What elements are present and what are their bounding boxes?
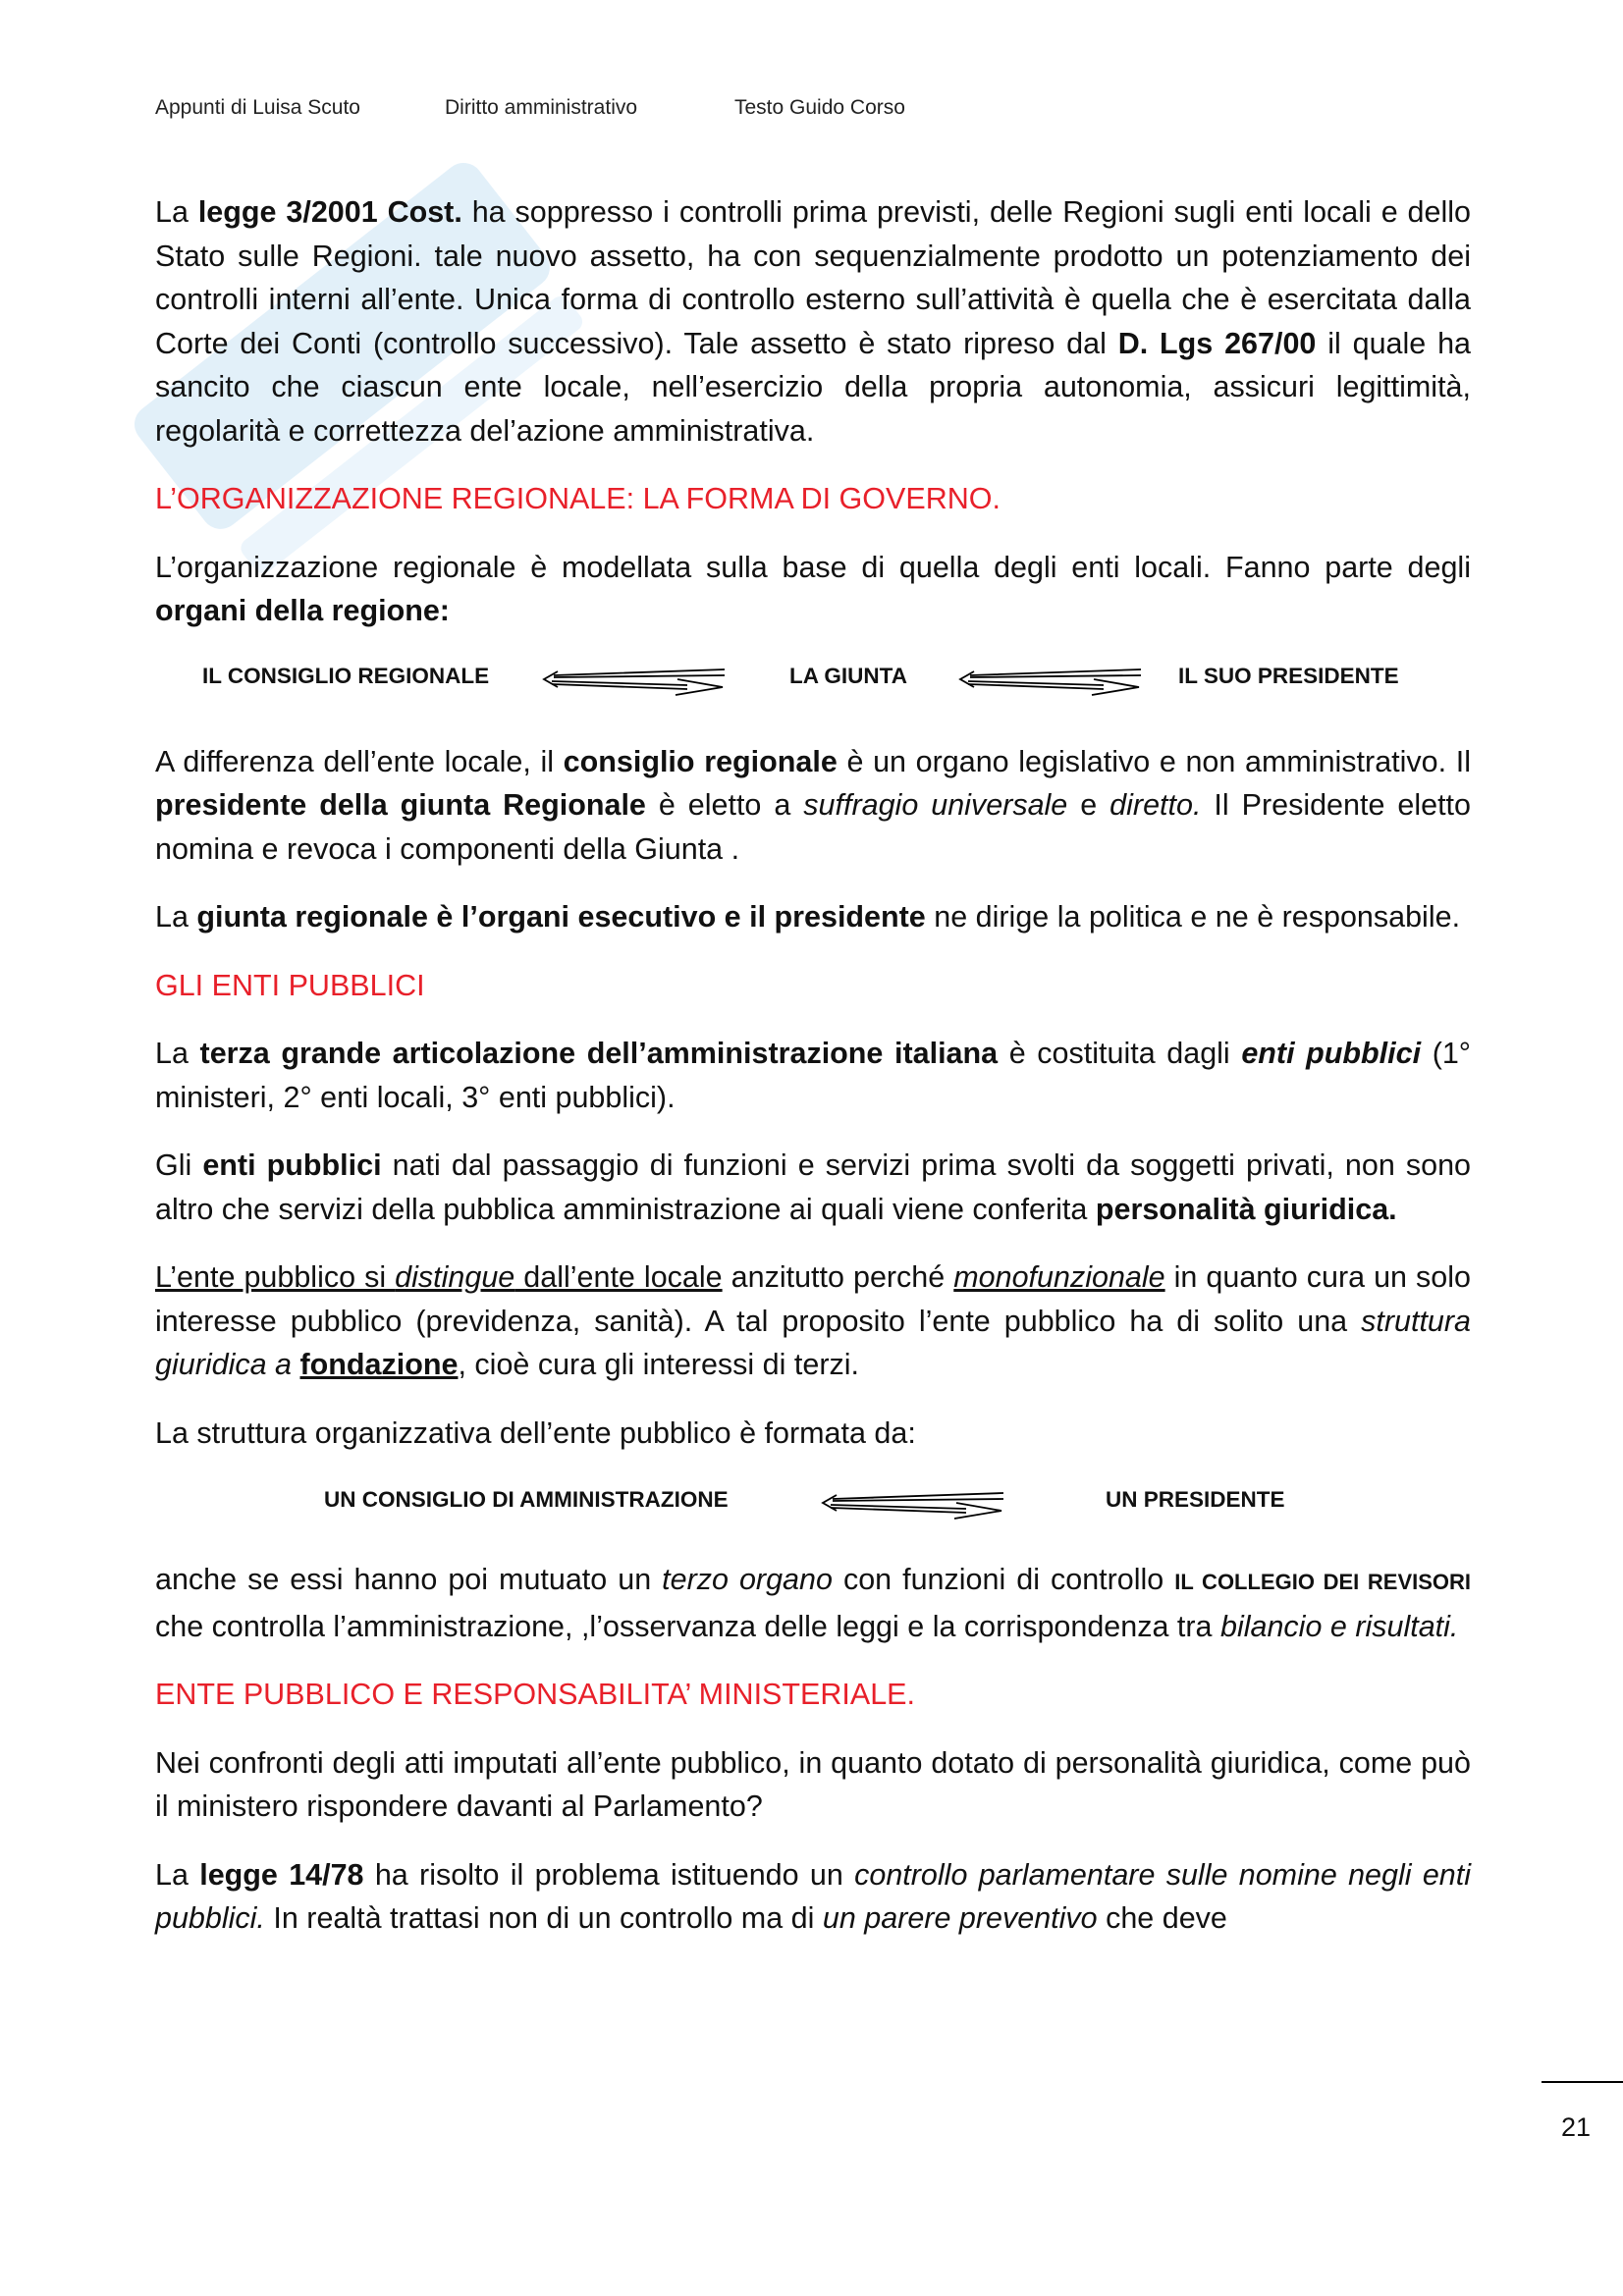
header-source: Testo Guido Corso	[734, 96, 905, 119]
diagram-label-giunta: LA GIUNTA	[789, 663, 907, 688]
diagram-label-consiglio: IL CONSIGLIO REGIONALE	[202, 663, 490, 688]
paragraph-terza-articolazione: La terza grande articolazione dell’amministrazione italiana è costituita dagli enti pubblici (1° ministeri, 2° enti locali, 3° enti pubblici).	[155, 1037, 1472, 1114]
paragraph-atti-imputati: Nei confronti degli atti imputati all’ente pubblico, in quanto dotato di personalità giuridica, come può il ministero rispondere davanti al Parlamento?	[155, 1745, 1471, 1823]
paragraph-terzo-organo: anche se essi hanno poi mutuato un terzo organo con funzioni di controllo IL COLLEGIO DEI REVISORI che controlla l’amministrazione, ,l’osservanza delle leggi e la corrispondenza tra bilancio e risultati.	[155, 1563, 1472, 1643]
document-body	[155, 190, 1471, 1965]
paragraph-organizzazione: L’organizzazione regionale è modellata sulla base di quella degli enti locali. Fanno parte degli organi della regione:	[155, 550, 1471, 627]
heading-enti-pubblici: GLI ENTI PUBBLICI	[155, 968, 425, 1002]
page-number: 21	[1561, 2112, 1592, 2142]
paragraph-struttura-organizzativa: La struttura organizzativa dell’ente pubblico è formata da:	[155, 1415, 916, 1450]
footer-divider	[1542, 2081, 1623, 2083]
double-arrow-icon	[540, 656, 730, 701]
header-subject: Diritto amministrativo	[445, 96, 638, 119]
heading-responsabilita-ministeriale: ENTE PUBBLICO E RESPONSABILITA’ MINISTERIALE.	[155, 1678, 915, 1711]
paragraph-legge-14-78: La legge 14/78 ha risolto il problema istituendo un controllo parlamentare sulle nomine negli enti pubblici. In realtà trattasi non di un controllo ma di un parere preventivo che deve	[155, 1857, 1471, 1935]
organi-regione-diagram	[155, 656, 1471, 722]
heading-organizzazione-regionale: L’ORGANIZZAZIONE REGIONALE: LA FORMA DI GOVERNO.	[155, 482, 1001, 515]
paragraph-ente-pubblico-distingue: L’ente pubblico si distingue dall’ente locale anzitutto perché monofunzionale in quanto cura un solo interesse pubblico (previdenza, sanità). A tal proposito l’ente pubblico ha di solito una struttura giuridica a fondazione, cioè cura gli interessi di terzi.	[155, 1260, 1471, 1381]
double-arrow-icon	[819, 1479, 1009, 1524]
struttura-ente-diagram	[155, 1479, 1471, 1540]
paragraph-giunta-regionale: La giunta regionale è l’organi esecutivo e il presidente ne dirige la politica e ne è responsabile.	[155, 900, 1461, 934]
double-arrow-icon	[956, 656, 1147, 701]
paragraph-enti-pubblici: Gli enti pubblici nati dal passaggio di funzioni e servizi prima svolti da soggetti privati, non sono altro che servizi della pubblica amministrazione ai quali viene conferita personalità giuridica.	[155, 1148, 1471, 1226]
paragraph-legge-3-2001: La legge 3/2001 Cost. ha soppresso i controlli prima previsti, delle Regioni sugli enti locali e dello Stato sulle Regioni. tale nuovo assetto, ha con sequenzialmente prodotto un potenziamento dei controlli interni all’ente. Unica forma di controllo esterno sull’attività è quella che è esercitata dalla Corte dei Conti (controllo successivo). Tale assetto è stato ripreso dal D. Lgs 267/00 il quale ha sancito che ciascun ente locale, nell’esercizio della propria autonomia, assicuri legittimità, regolarità e correttezza del’azione amministrativa.	[155, 195, 1471, 448]
diagram-label-un-presidente: UN PRESIDENTE	[1106, 1487, 1285, 1512]
header-author: Appunti di Luisa Scuto	[155, 96, 360, 119]
diagram-label-consiglio-amministrazione: UN CONSIGLIO DI AMMINISTRAZIONE	[324, 1487, 729, 1512]
paragraph-consiglio-regionale: A differenza dell’ente locale, il consiglio regionale è un organo legislativo e non amministrativo. Il presidente della giunta Regionale è eletto a suffragio universale e diretto. Il Presidente eletto nomina e revoca i componenti della Giunta .	[155, 744, 1471, 866]
diagram-label-presidente: IL SUO PRESIDENTE	[1178, 663, 1399, 688]
